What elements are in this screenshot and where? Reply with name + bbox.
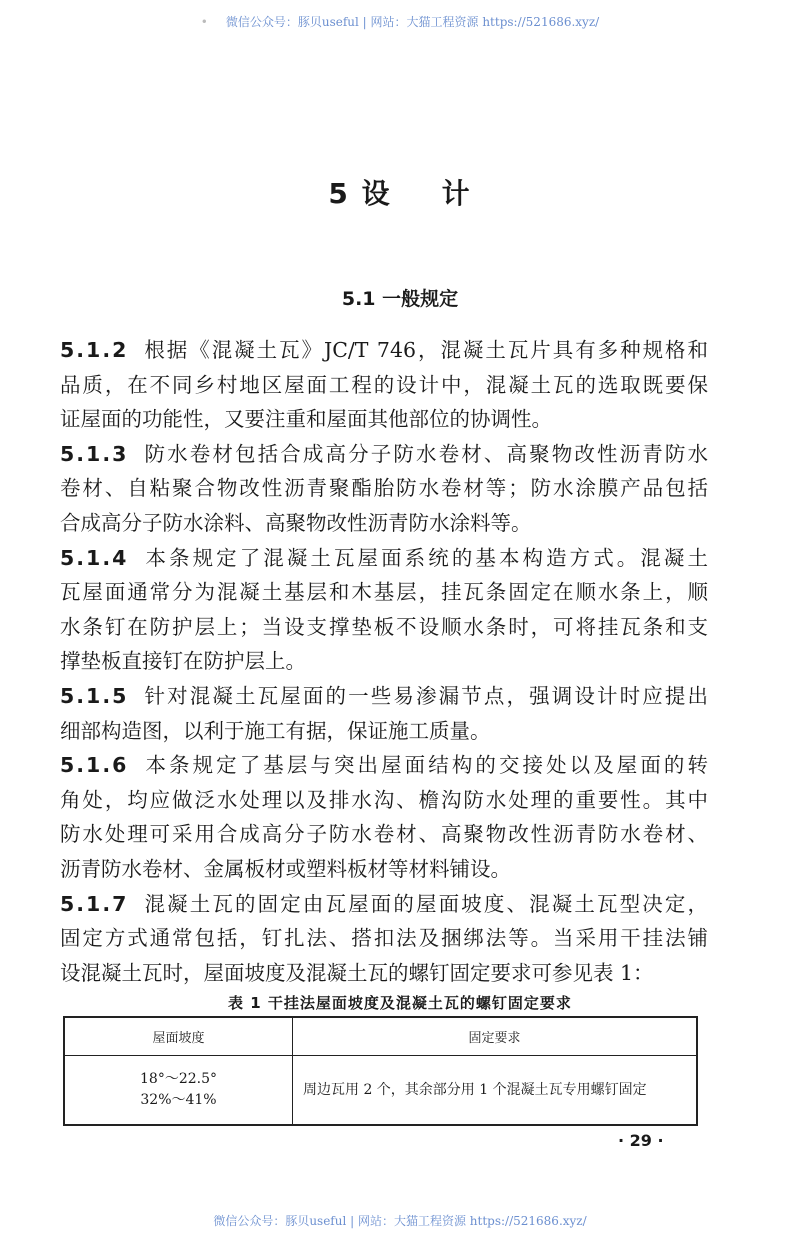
- clause-line: [60, 610, 708, 645]
- clause-5-1-4: [60, 541, 708, 679]
- clause-text: 瓦屋面通常分为混凝土基层和木基层，挂瓦条固定在顺水条上，顺: [60, 580, 708, 605]
- clause-line: [60, 368, 708, 403]
- clause-text: 根据《混凝土瓦》JC/T 746，混凝土瓦片具有多种规格和: [142, 338, 708, 362]
- clause-line: [60, 437, 708, 472]
- table-header-row: [64, 1017, 697, 1056]
- clause-text: 细部构造图，以利于施工有据，保证施工质量。: [60, 718, 491, 743]
- clause-line: [60, 679, 708, 714]
- header-slope: 屋面坡度: [64, 1017, 293, 1056]
- clause-text: 撑垫板直接钉在防护层上。: [60, 649, 306, 674]
- clause-5-1-5: [60, 679, 708, 748]
- header-requirement: 固定要求: [293, 1017, 698, 1056]
- clause-text: 品质，在不同乡村地区屋面工程的设计中，混凝土瓦的选取既要保: [60, 372, 708, 397]
- slope-degrees: 18°～22.5°: [140, 1071, 217, 1087]
- clause-line: [60, 402, 708, 437]
- clause-5-1-3: [60, 437, 708, 541]
- section-heading: 5.1 一般规定: [341, 288, 459, 310]
- clause-text: 防水处理可采用合成高分子防水卷材、高聚物改性沥青防水卷材、: [60, 822, 708, 847]
- clause-line: [60, 714, 708, 749]
- clause-line: [60, 817, 708, 852]
- clause-number: 5.1.3: [60, 441, 129, 466]
- clause-text: 混凝土瓦的固定由瓦屋面的屋面坡度、混凝土瓦型决定，: [142, 891, 708, 916]
- clause-5-1-6: [60, 748, 708, 886]
- clause-line: [60, 956, 708, 991]
- clause-line: [60, 852, 708, 887]
- clause-number: 5.1.6: [60, 753, 129, 778]
- clause-text: 水条钉在防护层上；当设支撑垫板不设顺水条时，可将挂瓦条和支: [60, 614, 708, 639]
- fixing-requirements-table: [63, 1016, 698, 1126]
- clause-text: 固定方式通常包括，钉扎法、搭扣法及捆绑法等。当采用干挂法铺: [60, 926, 708, 951]
- clause-line: [60, 887, 708, 922]
- cell-requirement: 周边瓦用 2 个，其余部分用 1 个混凝土瓦专用螺钉固定: [293, 1056, 698, 1126]
- clause-number: 5.1.2: [60, 338, 129, 362]
- table-row: [64, 1056, 697, 1126]
- clause-number: 5.1.4: [60, 545, 129, 570]
- chapter-title-a: 设: [361, 177, 392, 210]
- clause-line: [60, 541, 708, 576]
- table-caption: 表 1 干挂法屋面坡度及混凝土瓦的螺钉固定要求: [228, 994, 572, 1012]
- clause-number: 5.1.7: [60, 891, 129, 916]
- clause-text: 针对混凝土瓦屋面的一些易渗漏节点，强调设计时应提出: [142, 683, 708, 708]
- watermark-bottom: 微信公众号：豚贝useful | 网站：大猫工程资源 https://521686.xyz/: [213, 1214, 587, 1228]
- clause-text: 防水卷材包括合成高分子防水卷材、高聚物改性沥青防水: [142, 441, 708, 466]
- chapter-title-b: 计: [441, 177, 472, 210]
- clause-number: 5.1.5: [60, 683, 129, 708]
- page-number: · 29 ·: [618, 1131, 664, 1150]
- clause-line: [60, 471, 708, 506]
- clause-5-1-7: [60, 887, 708, 991]
- cell-slope: [64, 1056, 293, 1126]
- clause-line: [60, 921, 708, 956]
- clause-line: [60, 748, 708, 783]
- watermark-top: • 微信公众号：豚贝useful | 网站：大猫工程资源 https://521686.xyz/: [200, 15, 600, 29]
- clause-text: 卷材、自粘聚合物改性沥青聚酯胎防水卷材等；防水涂膜产品包括: [60, 476, 708, 501]
- clause-5-1-2: [60, 333, 708, 437]
- clause-line: [60, 644, 708, 679]
- clause-line: [60, 575, 708, 610]
- clauses: [60, 333, 708, 990]
- clause-text: 设混凝土瓦时，屋面坡度及混凝土瓦的螺钉固定要求可参见表 1：: [60, 960, 654, 985]
- clause-text: 本条规定了基层与突出屋面结构的交接处以及屋面的转: [142, 753, 708, 778]
- chapter-number: 5: [328, 177, 350, 210]
- clause-text: 角处，均应做泛水处理以及排水沟、檐沟防水处理的重要性。其中: [60, 787, 708, 812]
- clause-text: 本条规定了混凝土瓦屋面系统的基本构造方式。混凝土: [142, 545, 708, 570]
- clause-text: 合成高分子防水涂料、高聚物改性沥青防水涂料等。: [60, 510, 532, 535]
- slope-percent: 32%～41%: [140, 1092, 217, 1108]
- clause-line: [60, 333, 708, 368]
- clause-text: 沥青防水卷材、金属板材或塑料板材等材料铺设。: [60, 856, 511, 881]
- clause-line: [60, 506, 708, 541]
- chapter-title: [0, 172, 800, 212]
- clause-text: 证屋面的功能性，又要注重和屋面其他部位的协调性。: [60, 407, 552, 432]
- watermark-text: 微信公众号：豚贝useful | 网站：大猫工程资源 https://521686.xyz/: [225, 15, 600, 29]
- clause-line: [60, 783, 708, 818]
